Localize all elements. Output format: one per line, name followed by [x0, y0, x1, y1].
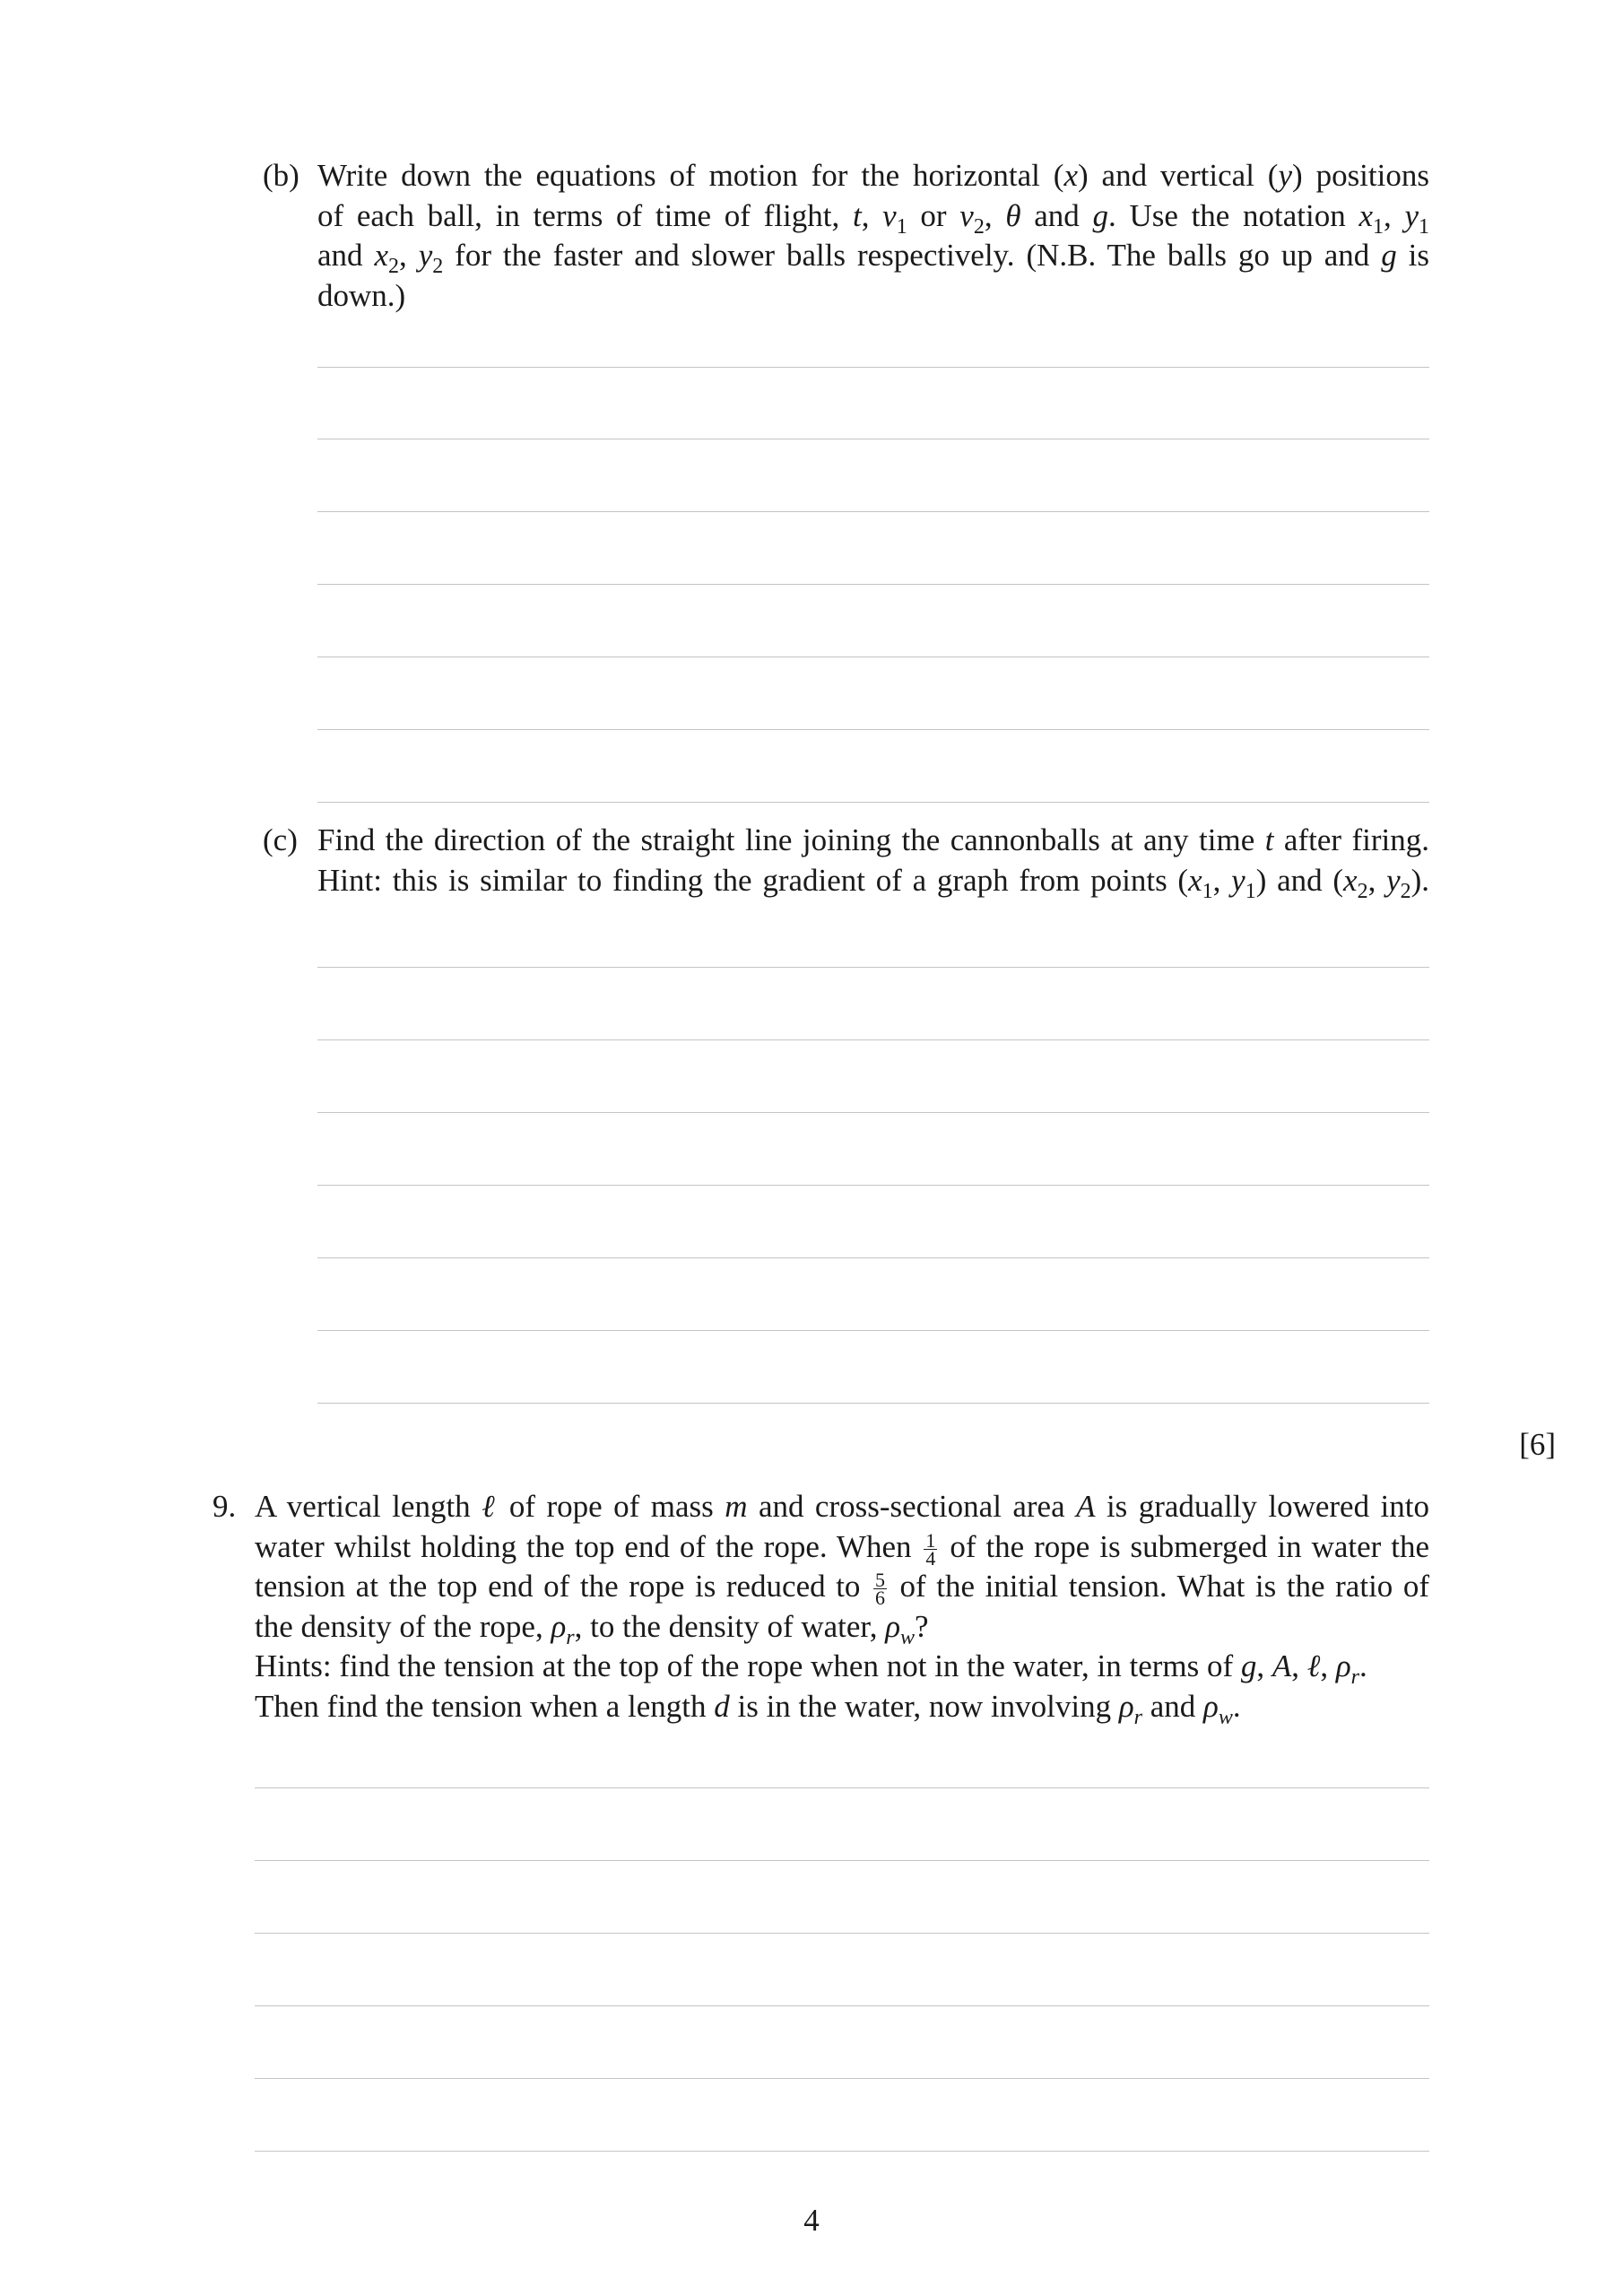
- answer-line[interactable]: [255, 1787, 1429, 1788]
- text-line: of each ball, in terms of time of flight, t, $v_1$ or $v_2$, θ and g. Use the notation $x_1$, $y_1$: [317, 197, 1430, 239]
- answer-line[interactable]: [317, 584, 1429, 585]
- answer-line[interactable]: [317, 1403, 1429, 1404]
- math-subscript: w: [900, 1625, 916, 1649]
- answer-line[interactable]: [317, 511, 1429, 512]
- math-symbol: ρ: [1203, 1688, 1219, 1724]
- math-symbol: x: [374, 238, 389, 273]
- math-symbol: y: [1386, 862, 1401, 898]
- answer-line[interactable]: [317, 1039, 1429, 1040]
- math-symbol: v: [959, 197, 974, 233]
- math-subscript: r: [1133, 1705, 1142, 1729]
- answer-line[interactable]: [317, 367, 1429, 368]
- math-symbol: x: [1063, 158, 1078, 193]
- math-subscript: 1: [1419, 214, 1430, 239]
- text-line: and $x_2$, $y_2$ for the faster and slower balls respectively. (N.B. The balls go up and g is: [317, 238, 1429, 278]
- answer-line[interactable]: [317, 967, 1429, 968]
- marks-indicator: [6]: [1519, 1427, 1556, 1462]
- math-symbol: v: [882, 197, 897, 233]
- math-subscript: w: [1218, 1705, 1233, 1729]
- answer-line[interactable]: [317, 1185, 1429, 1186]
- answer-line[interactable]: [317, 1330, 1429, 1331]
- math-symbol: ρ: [1118, 1688, 1134, 1724]
- math-subscript: 1: [1373, 214, 1384, 239]
- math-subscript: 2: [1400, 879, 1411, 903]
- text-line: A vertical length ℓ of rope of mass m and cross-sectional area A is gradually lowered into: [255, 1489, 1429, 1524]
- part-b-label: (b): [263, 158, 299, 193]
- math-symbol: ρ: [1335, 1648, 1351, 1683]
- answer-line[interactable]: [255, 1860, 1429, 1861]
- question-9-text: [255, 1487, 1430, 1729]
- text-line: Find the direction of the straight line joining the cannonballs at any time t after firing.: [317, 822, 1429, 857]
- answer-line[interactable]: [317, 1257, 1429, 1258]
- math-symbol: ρ: [885, 1608, 901, 1644]
- math-symbol: d: [714, 1688, 730, 1724]
- text-line: down.): [317, 277, 406, 313]
- answer-line[interactable]: [255, 2078, 1429, 2079]
- math-symbol: x: [1188, 862, 1202, 898]
- math-symbol: y: [1231, 862, 1245, 898]
- answer-line[interactable]: [255, 1933, 1429, 1934]
- math-subscript: 1: [1202, 879, 1213, 903]
- text-line: Write down the equations of motion for the horizontal (x) and vertical (y) positions: [317, 158, 1429, 193]
- answer-line[interactable]: [317, 729, 1429, 730]
- math-symbol: m: [725, 1489, 748, 1524]
- math-symbol: y: [1278, 158, 1293, 193]
- fraction: $\frac{5}{6}$: [874, 1569, 885, 1610]
- fraction: $\frac{1}{4}$: [925, 1528, 936, 1570]
- math-symbol: t: [852, 197, 862, 233]
- part-c-text: [317, 821, 1430, 903]
- math-symbol: g: [1381, 238, 1397, 273]
- answer-line[interactable]: [255, 2005, 1429, 2006]
- text-line: water whilst holding the top end of the rope. When $\frac{1}{4}$ of the rope is submerged in water the: [255, 1528, 1430, 1570]
- math-subscript: r: [1350, 1665, 1360, 1689]
- text-line: the density of the rope, $\rho_r$, to the density of water, $\rho_w$?: [255, 1608, 929, 1649]
- text-line: Hint: this is similar to finding the gradient of a graph from points ($x_1$, $y_1$) and ($x_2$, $y_2$).: [317, 862, 1430, 903]
- answer-line[interactable]: [317, 1112, 1429, 1113]
- math-subscript: 2: [388, 255, 400, 278]
- answer-line[interactable]: [317, 802, 1429, 803]
- math-symbol: A: [1271, 1648, 1292, 1683]
- math-symbol: x: [1358, 197, 1374, 233]
- math-symbol: θ: [1005, 197, 1021, 233]
- math-symbol: ρ: [551, 1608, 567, 1644]
- math-subscript: 1: [1245, 879, 1256, 903]
- math-symbol: A: [1076, 1489, 1096, 1524]
- math-subscript: r: [566, 1625, 575, 1649]
- math-symbol: g: [1240, 1648, 1257, 1683]
- math-symbol: ℓ: [482, 1489, 499, 1524]
- math-symbol: y: [1404, 197, 1419, 233]
- page-number: 4: [803, 2203, 820, 2238]
- answer-line[interactable]: [255, 2151, 1429, 2152]
- part-b-text: [317, 156, 1429, 316]
- text-line: Hints: find the tension at the top of the rope when not in the water, in terms of g, A, ℓ, $\rho_r$.: [255, 1648, 1367, 1689]
- question-9-number: 9.: [213, 1489, 237, 1524]
- math-subscript: 2: [1357, 879, 1368, 903]
- text-line: tension at the top end of the rope is reduced to $\frac{5}{6}$ of the initial tension. What is the ratio of: [255, 1569, 1430, 1610]
- math-symbol: t: [1264, 822, 1274, 857]
- math-symbol: g: [1092, 197, 1108, 233]
- math-subscript: 2: [432, 255, 444, 278]
- text-line: Then find the tension when a length d is in the water, now involving $\rho_r$ and $\rho_w$.: [255, 1688, 1241, 1729]
- math-subscript: 2: [973, 214, 985, 239]
- part-c-label: (c): [263, 822, 298, 857]
- math-symbol: y: [418, 238, 433, 273]
- math-subscript: 1: [896, 214, 907, 239]
- math-symbol: ℓ: [1306, 1648, 1321, 1683]
- math-symbol: x: [1343, 862, 1358, 898]
